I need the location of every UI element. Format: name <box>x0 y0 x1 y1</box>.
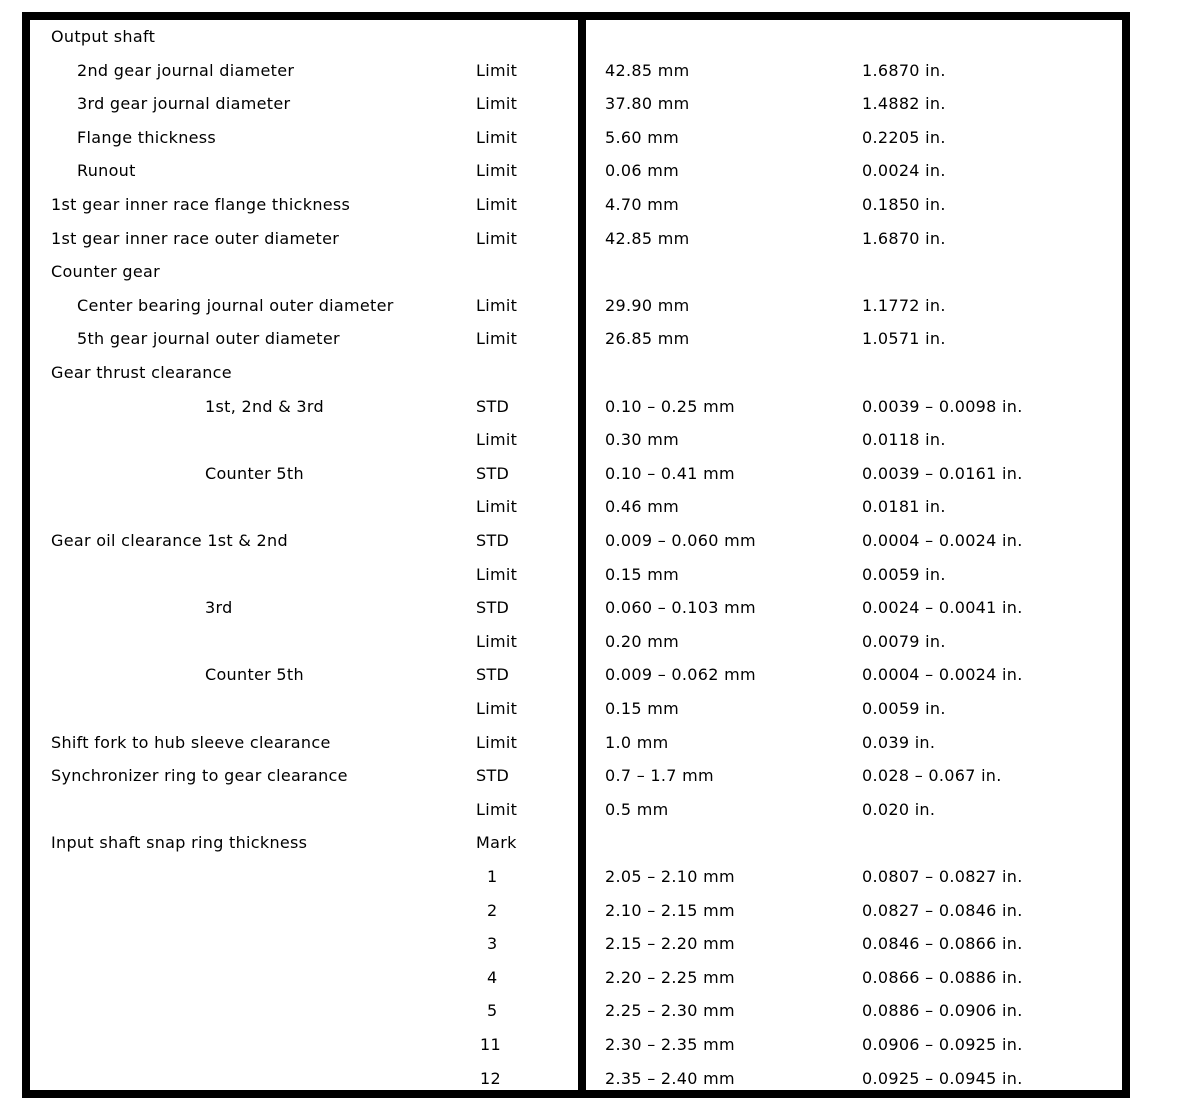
row-value-mm: 1.0 mm <box>605 733 669 752</box>
row-value-inch: 0.0004 – 0.0024 in. <box>862 531 1023 550</box>
row-value-mm: 2.15 – 2.20 mm <box>605 934 735 953</box>
row-spec-type: Mark <box>476 833 517 852</box>
row-label: Output shaft <box>51 27 156 46</box>
row-value-mm: 0.10 – 0.41 mm <box>605 464 735 483</box>
row-value-inch: 0.028 – 0.067 in. <box>862 766 1002 785</box>
table-row <box>0 663 1184 687</box>
row-value-inch: 1.1772 in. <box>862 296 946 315</box>
row-spec-type: 1 <box>487 867 498 886</box>
row-spec-type: Limit <box>476 94 518 113</box>
row-value-inch: 1.0571 in. <box>862 329 946 348</box>
row-label: Synchronizer ring to gear clearance <box>51 766 348 785</box>
table-row <box>0 563 1184 587</box>
row-label: Counter 5th <box>205 665 304 684</box>
row-label: Gear oil clearance 1st & 2nd <box>51 531 288 550</box>
row-label: 1st gear inner race flange thickness <box>51 195 351 214</box>
table-row <box>0 731 1184 755</box>
row-value-mm: 0.20 mm <box>605 632 679 651</box>
table-row <box>0 159 1184 183</box>
table-row <box>0 361 1184 385</box>
row-value-inch: 0.0886 – 0.0906 in. <box>862 1001 1023 1020</box>
table-row <box>0 966 1184 990</box>
row-value-mm: 2.30 – 2.35 mm <box>605 1035 735 1054</box>
row-value-mm: 2.25 – 2.30 mm <box>605 1001 735 1020</box>
row-value-inch: 0.039 in. <box>862 733 936 752</box>
table-row <box>0 596 1184 620</box>
table-row <box>0 193 1184 217</box>
row-spec-type: STD <box>476 665 510 684</box>
row-value-mm: 2.35 – 2.40 mm <box>605 1069 735 1088</box>
row-value-inch: 0.0906 – 0.0925 in. <box>862 1035 1023 1054</box>
row-value-mm: 0.06 mm <box>605 161 679 180</box>
table-row <box>0 428 1184 452</box>
table-row <box>0 1033 1184 1057</box>
table-row <box>0 59 1184 83</box>
table-row <box>0 495 1184 519</box>
row-value-mm: 0.009 – 0.060 mm <box>605 531 756 550</box>
row-value-mm: 0.10 – 0.25 mm <box>605 397 735 416</box>
table-row <box>0 25 1184 49</box>
row-spec-type: 4 <box>487 968 498 987</box>
row-value-mm: 2.10 – 2.15 mm <box>605 901 735 920</box>
row-spec-type: Limit <box>476 733 518 752</box>
table-row <box>0 697 1184 721</box>
row-value-inch: 0.0039 – 0.0161 in. <box>862 464 1023 483</box>
row-value-inch: 1.6870 in. <box>862 61 946 80</box>
row-spec-type: Limit <box>476 61 518 80</box>
row-spec-type: 12 <box>480 1069 501 1088</box>
row-label: Flange thickness <box>77 128 217 147</box>
row-value-mm: 0.15 mm <box>605 699 679 718</box>
table-row <box>0 865 1184 889</box>
row-value-mm: 5.60 mm <box>605 128 679 147</box>
row-value-inch: 0.0024 – 0.0041 in. <box>862 598 1023 617</box>
row-spec-type: Limit <box>476 195 518 214</box>
row-label: 3rd <box>205 598 233 617</box>
table-row <box>0 630 1184 654</box>
row-label: Runout <box>77 161 136 180</box>
row-label: Counter 5th <box>205 464 304 483</box>
row-spec-type: Limit <box>476 430 518 449</box>
row-value-mm: 29.90 mm <box>605 296 690 315</box>
row-spec-type: Limit <box>476 632 518 651</box>
row-value-mm: 0.009 – 0.062 mm <box>605 665 756 684</box>
row-label: 3rd gear journal diameter <box>77 94 291 113</box>
row-spec-type: Limit <box>476 296 518 315</box>
row-spec-type: 2 <box>487 901 498 920</box>
table-row <box>0 294 1184 318</box>
row-spec-type: 3 <box>487 934 498 953</box>
row-spec-type: Limit <box>476 800 518 819</box>
row-value-mm: 37.80 mm <box>605 94 690 113</box>
row-label: Counter gear <box>51 262 161 281</box>
row-value-mm: 42.85 mm <box>605 229 690 248</box>
row-value-inch: 0.0079 in. <box>862 632 946 651</box>
row-value-inch: 1.6870 in. <box>862 229 946 248</box>
row-value-inch: 1.4882 in. <box>862 94 946 113</box>
row-label: 2nd gear journal diameter <box>77 61 295 80</box>
table-row <box>0 327 1184 351</box>
row-label: Center bearing journal outer diameter <box>77 296 394 315</box>
row-value-mm: 0.7 – 1.7 mm <box>605 766 714 785</box>
row-label: Shift fork to hub sleeve clearance <box>51 733 331 752</box>
row-value-mm: 42.85 mm <box>605 61 690 80</box>
row-value-mm: 0.46 mm <box>605 497 679 516</box>
row-value-inch: 0.2205 in. <box>862 128 946 147</box>
row-value-mm: 2.05 – 2.10 mm <box>605 867 735 886</box>
table-row <box>0 831 1184 855</box>
row-label: 1st gear inner race outer diameter <box>51 229 340 248</box>
row-value-inch: 0.0181 in. <box>862 497 946 516</box>
row-value-mm: 0.15 mm <box>605 565 679 584</box>
row-value-mm: 0.5 mm <box>605 800 669 819</box>
row-value-inch: 0.0866 – 0.0886 in. <box>862 968 1023 987</box>
row-spec-type: Limit <box>476 565 518 584</box>
row-value-mm: 2.20 – 2.25 mm <box>605 968 735 987</box>
row-spec-type: Limit <box>476 329 518 348</box>
row-value-mm: 0.060 – 0.103 mm <box>605 598 756 617</box>
table-row <box>0 764 1184 788</box>
row-value-mm: 0.30 mm <box>605 430 679 449</box>
row-value-mm: 26.85 mm <box>605 329 690 348</box>
row-value-mm: 4.70 mm <box>605 195 679 214</box>
row-spec-type: STD <box>476 397 510 416</box>
table-row <box>0 932 1184 956</box>
row-spec-type: STD <box>476 598 510 617</box>
table-row <box>0 260 1184 284</box>
row-spec-type: STD <box>476 464 510 483</box>
row-value-inch: 0.020 in. <box>862 800 936 819</box>
row-value-inch: 0.0059 in. <box>862 699 946 718</box>
row-value-inch: 0.0059 in. <box>862 565 946 584</box>
row-spec-type: Limit <box>476 229 518 248</box>
row-label: Input shaft snap ring thickness <box>51 833 308 852</box>
row-value-inch: 0.0846 – 0.0866 in. <box>862 934 1023 953</box>
table-row <box>0 126 1184 150</box>
row-label: Gear thrust clearance <box>51 363 232 382</box>
row-spec-type: Limit <box>476 128 518 147</box>
row-spec-type: STD <box>476 766 510 785</box>
row-spec-type: 11 <box>480 1035 501 1054</box>
table-row <box>0 227 1184 251</box>
row-spec-type: 5 <box>487 1001 498 1020</box>
row-label: 5th gear journal outer diameter <box>77 329 340 348</box>
row-value-inch: 0.0925 – 0.0945 in. <box>862 1069 1023 1088</box>
row-spec-type: Limit <box>476 161 518 180</box>
table-row <box>0 899 1184 923</box>
row-spec-type: STD <box>476 531 510 550</box>
row-value-inch: 0.0004 – 0.0024 in. <box>862 665 1023 684</box>
row-label: 1st, 2nd & 3rd <box>205 397 324 416</box>
table-row <box>0 462 1184 486</box>
row-spec-type: Limit <box>476 497 518 516</box>
row-value-inch: 0.0024 in. <box>862 161 946 180</box>
table-row <box>0 395 1184 419</box>
row-value-inch: 0.0118 in. <box>862 430 946 449</box>
row-value-inch: 0.1850 in. <box>862 195 946 214</box>
row-value-inch: 0.0807 – 0.0827 in. <box>862 867 1023 886</box>
row-value-inch: 0.0827 – 0.0846 in. <box>862 901 1023 920</box>
table-row <box>0 529 1184 553</box>
table-row <box>0 999 1184 1023</box>
table-row <box>0 92 1184 116</box>
row-spec-type: Limit <box>476 699 518 718</box>
row-value-inch: 0.0039 – 0.0098 in. <box>862 397 1023 416</box>
table-row <box>0 798 1184 822</box>
table-row <box>0 1067 1184 1091</box>
